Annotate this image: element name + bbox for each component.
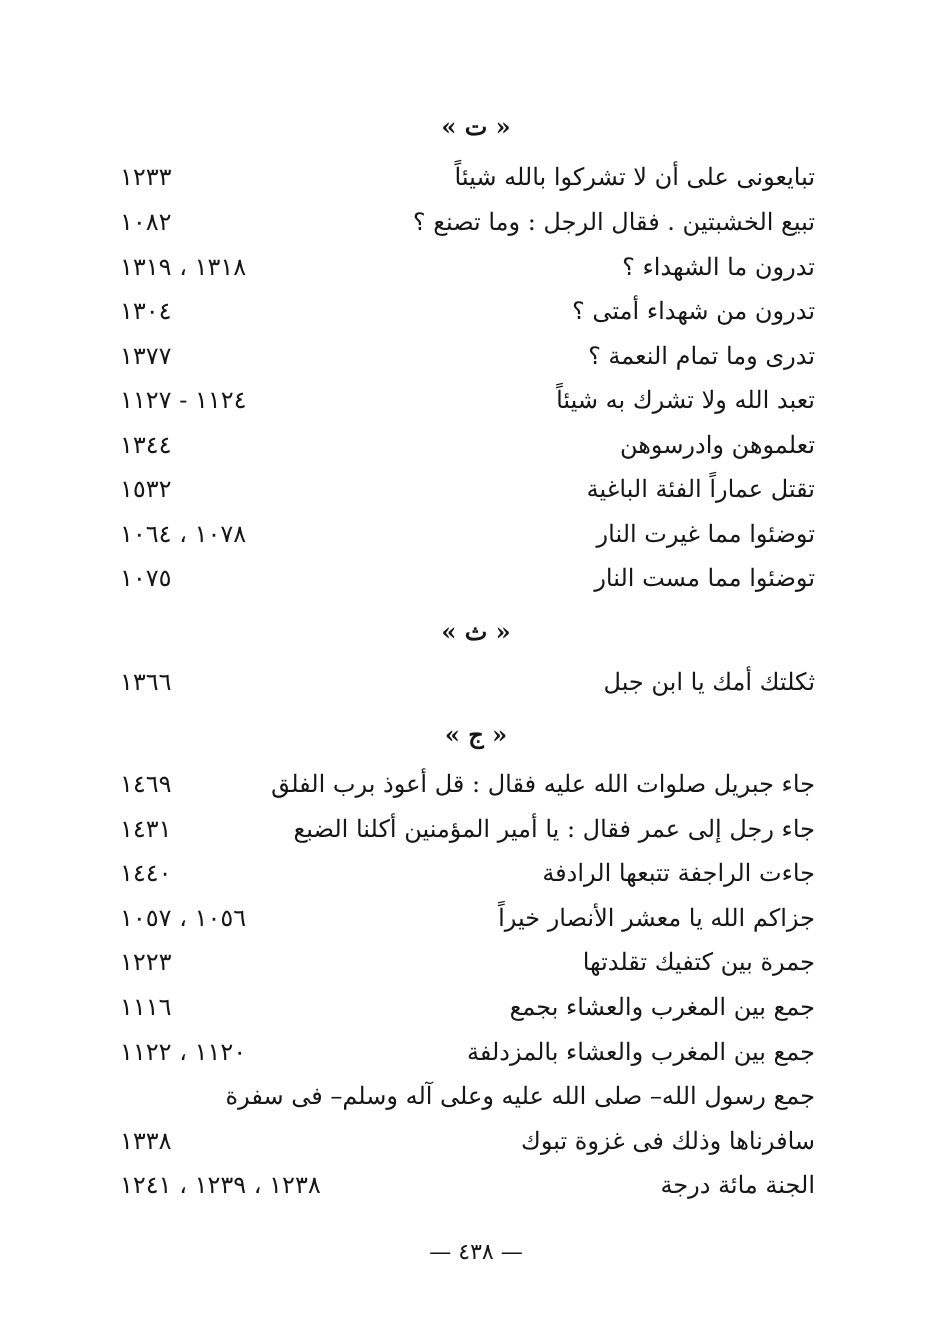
entry-numbers: ١٢٣٣ [120, 163, 172, 191]
entry-numbers: ١١٢٠ ، ١١٢٢ [120, 1038, 247, 1066]
entry-text: جمرة بين كتفيك تقلدتها [582, 948, 815, 976]
entry-numbers: ١١١٦ [120, 993, 172, 1021]
index-entry [110, 1032, 815, 1072]
entry-numbers: ١٣٦٦ [120, 668, 172, 696]
index-entry [110, 514, 815, 554]
entry-numbers: ١٣١٨ ، ١٣١٩ [120, 253, 247, 281]
entry-text: تدرى وما تمام النعمة ؟ [588, 342, 815, 370]
index-entry [110, 425, 815, 465]
entry-numbers: ١٣٣٨ [120, 1127, 172, 1155]
index-entry [110, 157, 815, 197]
entry-text: جاء رجل إلى عمر فقال : يا أمير المؤمنين أكلنا الضبع [293, 815, 815, 843]
index-entry [110, 853, 815, 893]
section-header-tha: « ث » [441, 617, 511, 646]
entry-text: تبايعونى على أن لا تشركوا بالله شيئاً [454, 163, 815, 191]
entry-numbers: ١٤٦٩ [120, 770, 172, 798]
entry-numbers: ١٢٣٨ ، ١٢٣٩ ، ١٢٤١ [120, 1171, 321, 1199]
index-entry [110, 898, 815, 938]
entry-text: تدرون من شهداء أمتى ؟ [572, 297, 815, 325]
entry-numbers: ١٣٤٤ [120, 431, 172, 459]
entry-text: جمع بين المغرب والعشاء بالمزدلفة [466, 1038, 815, 1066]
entry-numbers: ١٠٨٢ [120, 208, 172, 236]
entry-text: جاءت الراجفة تتبعها الرادفة [542, 859, 815, 887]
index-entry [110, 942, 815, 982]
index-entry [110, 291, 815, 331]
index-entry [110, 247, 815, 287]
entry-text: الجنة مائة درجة [660, 1171, 815, 1199]
entry-text: جاء جبريل صلوات الله عليه فقال : قل أعوذ برب الفلق [271, 770, 815, 798]
index-entry [110, 380, 815, 420]
entry-numbers: ١٢٢٣ [120, 948, 172, 976]
index-entry [110, 987, 815, 1027]
entry-text: تدرون ما الشهداء ؟ [622, 253, 815, 281]
index-entry [110, 1121, 815, 1161]
page-number: — ٤٣٨ — [429, 1240, 523, 1265]
index-entry [110, 662, 815, 702]
entry-numbers: ١٤٣١ [120, 815, 172, 843]
entry-text: تعلموهن وادرسوهن [620, 431, 815, 459]
section-header-jim: « ج » [444, 720, 508, 749]
index-entry [110, 1165, 815, 1205]
index-entry [110, 202, 815, 242]
entry-text: تبيع الخشبتين . فقال الرجل : وما تصنع ؟ [412, 208, 815, 236]
index-entry [110, 809, 815, 849]
entry-numbers: ١٣٧٧ [120, 342, 172, 370]
entry-numbers: ١٠٥٦ ، ١٠٥٧ [120, 904, 247, 932]
index-entry [110, 558, 815, 598]
entry-numbers: ١٣٠٤ [120, 297, 172, 325]
entry-numbers: ١٤٤٠ [120, 859, 172, 887]
entry-text: جزاكم الله يا معشر الأنصار خيراً [498, 904, 815, 932]
entry-text: تعبد الله ولا تشرك به شيئاً [556, 386, 815, 414]
section-header-ta: « ت » [441, 112, 511, 141]
entry-numbers: ١٥٣٢ [120, 475, 172, 503]
entry-text: سافرناها وذلك فى غزوة تبوك [521, 1127, 815, 1155]
entry-text: تقتل عماراً الفئة الباغية [586, 475, 815, 503]
entry-numbers: ١٠٧٨ ، ١٠٦٤ [120, 520, 247, 548]
entry-numbers: ١٠٧٥ [120, 564, 172, 592]
index-entry [110, 1076, 815, 1116]
entry-text: توضئوا مما غيرت النار [596, 520, 815, 548]
entry-numbers: ١١٢٤ - ١١٢٧ [120, 386, 247, 414]
entry-text: توضئوا مما مست النار [594, 564, 815, 592]
index-entry [110, 469, 815, 509]
entry-text: جمع رسول الله– صلى الله عليه وعلى آله وسلم– فى سفرة [225, 1082, 815, 1110]
entry-text: جمع بين المغرب والعشاء بجمع [509, 993, 815, 1021]
index-entry [110, 764, 815, 804]
entry-text: ثكلتك أمك يا ابن جبل [603, 668, 815, 696]
index-entry [110, 336, 815, 376]
